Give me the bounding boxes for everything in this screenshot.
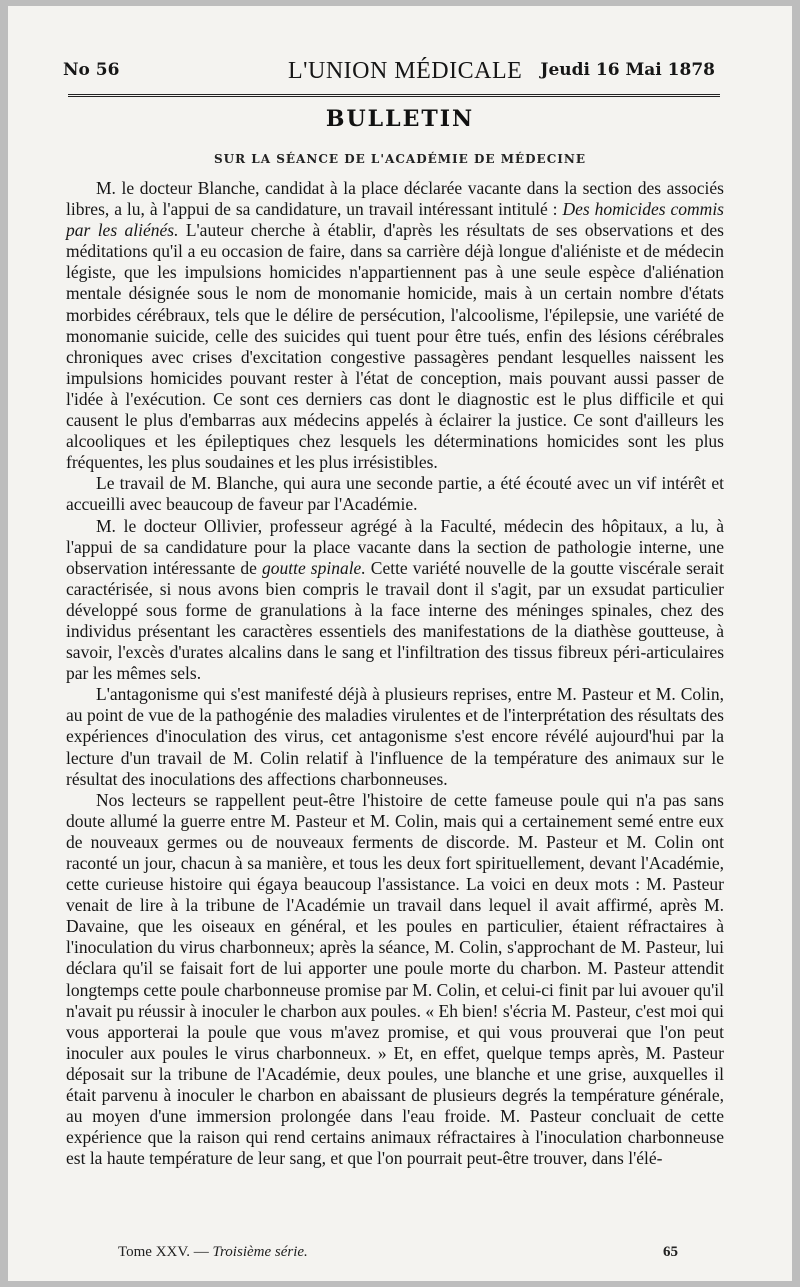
section-subtitle: SUR LA SÉANCE DE L'ACADÉMIE DE MÉDECINE xyxy=(214,152,586,166)
paragraph-text: Le travail de M. Blanche, qui aura une seconde partie, a été écouté avec un vif intérêt et accueilli avec beaucoup de faveur par l'Académie. xyxy=(66,473,724,515)
header-rule xyxy=(68,94,720,97)
article-body xyxy=(66,178,724,1169)
paragraph-text: L'antagonisme qui s'est manifesté déjà à plusieurs reprises, entre M. Pasteur et M. Colin, au point de vue de la pathogénie des maladies virulentes et de l'interprétation des résultats des expériences d'inoculation des virus, cet antagonisme s'est encore révélé aujourd'hui par la lecture d'un travail de M. Colin relatif à l'influence de la température des animaux sur le résultat des inoculations des affections charbonneuses. xyxy=(66,684,724,789)
paragraph xyxy=(66,473,724,515)
paragraph-text: M. le docteur Ollivier, professeur agrégé à la Faculté, médecin des hôpitaux, a lu, à l'appui de sa candidature pour la place vacante dans la section de pathologie interne, une observation intéressante de xyxy=(66,515,724,578)
tome-text: Tome XXV. — xyxy=(118,1244,213,1260)
paragraph xyxy=(66,790,724,1170)
paragraph xyxy=(66,516,724,685)
paragraph-emphasis: Des homicides commis par les aliénés. xyxy=(66,199,724,241)
issue-number: No 56 xyxy=(63,60,120,80)
paragraph xyxy=(66,178,724,473)
journal-page xyxy=(8,6,792,1281)
paragraph-emphasis: goutte spinale. xyxy=(261,557,366,578)
journal-title: L'UNION MÉDICALE xyxy=(288,58,523,84)
paragraph-text: L'auteur cherche à établir, d'après les résultats de ses observations et des méditations qu'il a eu occasion de faire, dans sa carrière déjà longue d'aliéniste et de médecin légiste, que les impulsions homicides n'appartiennent pas à une seule espèce d'aliénation mentale désignée sous le nom de monomanie homicide, mais à un certain nombre d'états morbides cérébraux, tels que le délire de persécution, l'alcoolisme, l'épilepsie, une variété de monomanie suicide, celle des suicides qui tuent pour être tués, enfin des lésions cérébrales chroniques avec crises d'excitation congestive passagères pendant lesquelles naissent les impulsions homicides pouvant rester à l'état de conception, mais pouvant aussi passer de l'idée à l'exécution. Ce sont ces derniers cas dont le diagnostic est le plus difficile et qui causent le plus d'embarras aux médecins appelés à éclairer la justice. Ce sont d'ailleurs les alcooliques et les épileptiques chez lesquels les déterminations homicides sont les plus fréquentes, les plus soudaines et les plus irrésistibles. xyxy=(66,220,724,473)
issue-date: Jeudi 16 Mai 1878 xyxy=(540,60,715,80)
page-number: 65 xyxy=(663,1244,678,1260)
series-text: Troisième série. xyxy=(212,1244,308,1260)
paragraph xyxy=(66,684,724,789)
running-header xyxy=(63,58,723,86)
paragraph-text: Cette variété nouvelle de la goutte viscérale serait caractérisée, si nous avons bien compris le travail dont il s'agit, par un exsudat particulier développé sous forme de granulations à la face interne des méninges spinales, chez des individus présentant les caractères essentiels des manifestations de la diathèse goutteuse, à savoir, l'excès d'urates alcalins dans le sang et l'infiltration des tissus fibreux péri-articulaires par les mêmes sels. xyxy=(66,557,724,684)
paragraph-text: Nos lecteurs se rappellent peut-être l'histoire de cette fameuse poule qui n'a pas sans doute allumé la guerre entre M. Pasteur et M. Colin, mais qui a certainement semé entre eux de nouveaux germes ou de nouveaux ferments de discorde. M. Pasteur et M. Colin ont raconté un jour, chacun à sa manière, et tous les deux fort spirituellement, devant l'Académie, cette curieuse histoire qui égaya beaucoup l'assistance. La voici en deux mots : M. Pasteur venait de lire à la tribune de l'Académie un travail dans lequel il avait affirmé, après M. Davaine, que les oiseaux en général, et les poules en particulier, étaient réfractaires à l'inoculation du virus charbonneux; après la séance, M. Colin, s'approchant de M. Pasteur, lui déclara qu'il se faisait fort de lui apporter une poule morte du charbon. M. Pasteur attendit longtemps cette poule charbonneuse promise par M. Colin, et celui-ci finit par lui avouer qu'il n'avait pu réussir à inoculer le charbon aux poules. « Eh bien! s'écria M. Pasteur, c'est moi qui vous apporterai la poule que vous m'avez promise, et qui vous prouverai que l'on peut inoculer aux poules le virus charbonneux. » Et, en effet, quelque temps après, M. Pasteur déposait sur la tribune de l'Académie, deux poules, une blanche et une grise, auxquelles il était parvenu à inoculer le charbon en abaissant de plusieurs degrés la température générale, au moyen d'une immersion prolongée dans l'eau froide. M. Pasteur concluait de cette expérience que la raison qui rend certains animaux réfractaires à l'inoculation charbonneuse est la haute température de leur sang, et que l'on pourrait peut-être trouver, dans l'élé- xyxy=(66,789,724,1169)
page-footer xyxy=(118,1244,678,1266)
volume-label xyxy=(118,1244,308,1261)
section-title: BULLETIN xyxy=(325,106,475,132)
paragraph-text: M. le docteur Blanche, candidat à la place déclarée vacante dans la section des associés libres, a lu, à l'appui de sa candidature, un travail intéressant intitulé : xyxy=(66,178,724,220)
